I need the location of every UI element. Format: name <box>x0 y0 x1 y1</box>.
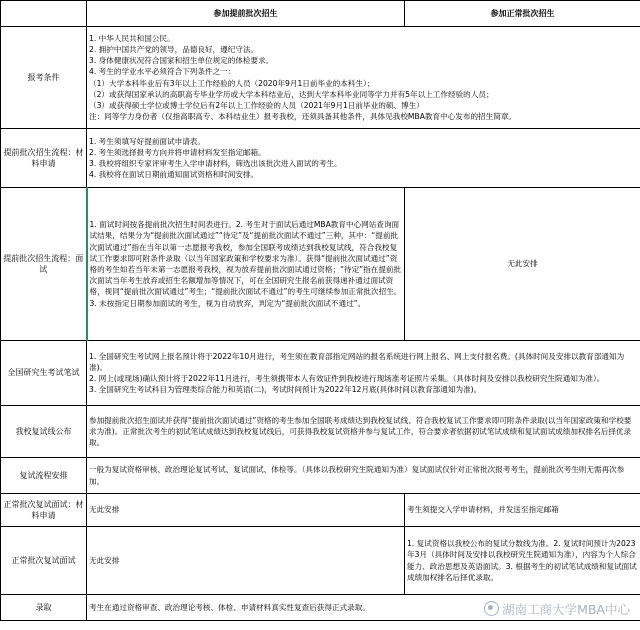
watermark-text: 湖南工商大学MBA中心 <box>502 602 630 617</box>
early-interview-normal-cell: 无此安排 <box>405 188 640 341</box>
header-row <box>1 1 640 27</box>
normal-materials-early-cell: 无此安排 <box>87 494 405 527</box>
label-normal-materials: 正常批次复试面试：材料申请 <box>1 494 87 527</box>
retest-line-content <box>87 406 640 458</box>
conditions-line: （3）或获得硕士学位或博士学位后有2年以上工作经验的人员（2021年9月1日前毕业的硕、博生） <box>89 100 424 110</box>
retest-process-content <box>87 458 640 494</box>
row-national-exam <box>1 341 640 406</box>
normal-materials-normal-cell: 考生须提交入学申请材料，并发送至指定邮箱 <box>405 494 640 527</box>
label-retest-process: 复试流程安排 <box>1 458 87 494</box>
label-national-exam: 全国研究生考试笔试 <box>1 341 87 406</box>
normal-interview-text: 1. 复试资格以我校公布的复试分数线为准。2. 复试时间预计为2023年3月（具体时间及安排以我校研究生院通知为准），内容为个人综合能力、政治思想及英语面试。3. 根据考生的初试笔试成绩和复试面试成绩加权排名后择优录取。 <box>407 539 637 582</box>
conditions-line: 1. 中华人民共和国公民。 <box>89 33 175 43</box>
header-early-batch: 参加提前批次招生 <box>87 1 405 27</box>
row-retest-process <box>1 458 640 494</box>
label-early-materials: 提前批次招生流程：材料申请 <box>1 129 87 188</box>
label-admission: 录取 <box>1 595 87 621</box>
conditions-line: 2. 拥护中国共产党的领导，品德良好，遵纪守法。 <box>89 44 259 54</box>
admission-content: 考生在通过资格审查、政治理论考核、体检、申请材料真实性复查后获得正式录取。 <box>87 595 640 621</box>
early-materials-line: 3. 我校将组织专家评审考生入学申请材料，筛选出该批次进入面试的考生。 <box>89 159 342 168</box>
row-normal-interview <box>1 527 640 595</box>
early-materials-line: 2. 考生须选择报考方向并将申请材料发至指定邮箱。 <box>89 147 266 157</box>
early-interview-content <box>87 188 405 341</box>
national-exam-line: 1. 全国研究生考试网上报名预计将于2022年10月进行，考生须在教育部指定网站的报名系统进行网上报名、网上支付报名费。(具体时间及安排以教育部通知为准)。 <box>89 351 625 372</box>
label-early-interview: 提前批次招生流程：面试 <box>1 188 87 341</box>
early-materials-content <box>87 129 640 188</box>
national-exam-line: 2. 网上(或现场)确认预计将于2022年11月进行，考生须携带本人有效证件到我校进行现场准考证照片采集。（具体时间及安排以我校研究生院通知为准）。 <box>89 374 605 383</box>
header-empty-cell <box>1 1 87 27</box>
conditions-line: 注：同等学力身份者（仅指高职高专、本科结业生）报考我校，还须具备其他条件，具体见我校MBA教育中心发布的招生简章。 <box>89 112 517 122</box>
conditions-line: （2）或获得国家承认的高职高专毕业学历或大学本科结业后，达到大学本科毕业同等学力并有5年以上工作经验的人员； <box>89 89 494 99</box>
conditions-line: 3. 身体健康状况符合国家和招生单位规定的体检要求。 <box>89 56 274 66</box>
row-early-interview <box>1 188 640 341</box>
row-early-materials <box>1 129 640 188</box>
header-normal-batch: 参加正常批次招生 <box>405 1 640 27</box>
row-conditions <box>1 27 640 129</box>
watermark <box>484 600 630 618</box>
conditions-line: 4. 考生的学业水平必须符合下列条件之一： <box>89 67 236 77</box>
normal-interview-early-cell: 无此安排 <box>87 527 405 595</box>
early-materials-line: 1. 考生须填写好提前面试申请表。 <box>89 136 205 146</box>
label-conditions: 报考条件 <box>1 27 87 129</box>
early-materials-line: 4. 我校将在面试日期前通知面试资格和时间安排。 <box>89 170 259 180</box>
retest-process-text: 一般为复试资格审核、政治理论复试考试、复试面试、体检等。（具体以我校研究生院通知为准）复试面试仅针对正常批次报考考生，提前批次考生则无需再次参加。 <box>89 465 625 486</box>
wechat-icon <box>484 601 499 616</box>
label-retest-line: 我校复试线公布 <box>1 406 87 458</box>
retest-line-text: 参加提前批次招生面试并获得“提前批次面试通过”资格的考生参加全国联考成绩达到我校复试线、符合我校复试工作要求即可附条件录取(以当年国家政策和学校要求为准)。正常批次考生的初试笔试成绩达到我校复试线后，可获得我校复试资格并参与复试工作，符合要求者依据初试笔试成绩和复试面试成绩加权排名后择优录取。 <box>89 415 632 448</box>
normal-interview-normal-cell <box>405 527 640 595</box>
conditions-line: （1）大学本科毕业后有3年以上工作经验的人员（2020年9月1日前毕业的本科生）； <box>89 78 375 88</box>
row-normal-materials <box>1 494 640 527</box>
national-exam-content <box>87 341 640 406</box>
row-retest-line <box>1 406 640 458</box>
label-normal-interview: 正常批次复试面试 <box>1 527 87 595</box>
national-exam-line: 3. 全国研究生考试科目为管理类综合能力和英语(二)，考试时间预计为2022年12月底(具体时间以教育部通知为准)。 <box>89 385 482 395</box>
conditions-content <box>87 27 640 129</box>
early-interview-text: 1. 面试时间按各提前批次招生时间表进行。2. 考生对于面试后通过MBA教育中心网站查询面试结果，结果分为“提前批次面试通过”“待定”及“提前批次面试不通过”三种，其中：“提前批次面试通过”指在当年以第一志愿报考我校，参加全国联考成绩达到我校复试线，符合我校复试工作要求即可附条件录取（以当年国家政策和学校要求为准）。获得“提前批次面试通过”资格的考生如若当年未第一志愿报考我校，视为放弃提前批次面试通过资格；“待定”指在提前批次面试当年考生放弃或招生名额增加等情况下，可在全国研究生报名前获得递补通过面试资格，视同“提前批次面试通过”考生；“提前批次面试不通过”的考生可继续参加正常批次招生。3. 未按指定日期参加面试的考生，视为自动放弃，判定为“提前批次面试不通过”。 <box>89 220 402 308</box>
